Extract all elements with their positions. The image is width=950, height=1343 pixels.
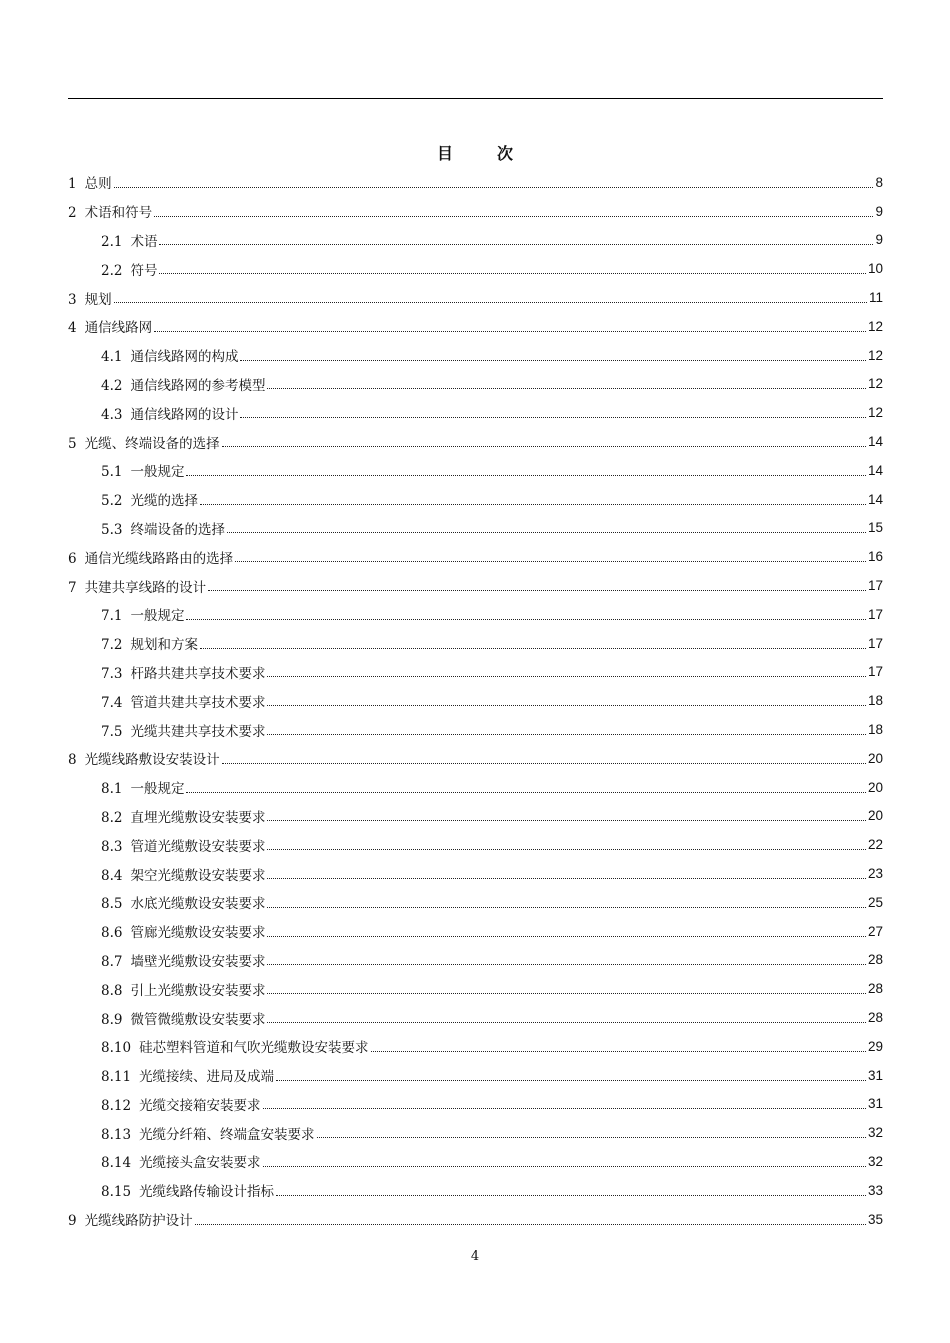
toc-entry-page: 12: [867, 376, 883, 392]
toc-entry-number: 5.1: [101, 464, 123, 481]
toc-leader-dots: [195, 1223, 866, 1225]
toc-entry-number: 7.3: [101, 665, 123, 682]
toc-entry[interactable]: [68, 226, 883, 255]
toc-entry-text: 光缆线路敷设安装设计: [84, 752, 220, 769]
toc-entry-page: 12: [867, 318, 883, 334]
toc-entry-label: [101, 835, 265, 855]
toc-entry[interactable]: [68, 370, 883, 399]
toc-entry-page: 14: [867, 462, 883, 478]
toc-leader-dots: [222, 445, 866, 447]
toc-entry-number: 2: [68, 205, 77, 222]
toc-entry-text: 光缆、终端设备的选择: [84, 435, 220, 452]
toc-entry-page: 20: [867, 808, 883, 824]
toc-entry-text: 总则: [84, 176, 112, 193]
toc-leader-dots: [267, 935, 865, 937]
toc-leader-dots: [240, 416, 865, 418]
toc-entry-text: 一般规定: [130, 781, 185, 798]
toc-entry-label: [101, 460, 184, 480]
toc-entry-label: [101, 518, 225, 538]
toc-entry-number: 7.4: [101, 694, 123, 711]
toc-entry-label: [101, 720, 265, 740]
toc-entry[interactable]: [68, 773, 883, 802]
toc-entry[interactable]: [68, 1061, 883, 1090]
toc-entry-page: 18: [867, 693, 883, 709]
toc-entry-page: 17: [867, 578, 883, 594]
toc-entry-page: 17: [867, 664, 883, 680]
toc-entry-label: [101, 1065, 274, 1085]
toc-leader-dots: [186, 791, 865, 793]
toc-entry[interactable]: [68, 1176, 883, 1205]
toc-entry-number: 8.4: [101, 867, 123, 884]
toc-entry-label: [101, 806, 265, 826]
toc-entry-label: [101, 489, 198, 509]
toc-leader-dots: [186, 474, 865, 476]
toc-entry-label: [68, 576, 206, 596]
toc-entry-text: 一般规定: [130, 608, 185, 625]
toc-entry-page: 10: [867, 261, 883, 277]
toc-entry-text: 光缆的选择: [130, 493, 198, 510]
toc-entry-page: 9: [875, 232, 883, 248]
toc-entry[interactable]: [68, 1090, 883, 1119]
toc-leader-dots: [276, 1079, 866, 1081]
toc-entry-page: 35: [867, 1211, 883, 1227]
toc-entry-number: 7.2: [101, 637, 123, 654]
toc-entry-number: 5.2: [101, 493, 123, 510]
toc-entry-number: 8.6: [101, 925, 123, 942]
toc-entry-page: 33: [867, 1182, 883, 1198]
toc-entry-number: 3: [68, 291, 77, 308]
toc-entry-text: 一般规定: [130, 464, 185, 481]
toc-leader-dots: [200, 647, 866, 649]
toc-entry-number: 8.1: [101, 781, 123, 798]
toc-leader-dots: [235, 560, 866, 562]
toc-entry-text: 符号: [130, 262, 158, 279]
toc-entry[interactable]: [68, 917, 883, 946]
toc-entry-number: 8.11: [101, 1069, 132, 1086]
toc-entry-label: [101, 1151, 261, 1171]
toc-entry-number: 8.2: [101, 809, 123, 826]
toc-entry-label: [101, 604, 184, 624]
toc-leader-dots: [263, 1107, 866, 1109]
toc-entry-page: 11: [868, 290, 883, 306]
toc-leader-dots: [186, 618, 865, 620]
toc-entry-text: 微管微缆敷设安装要求: [130, 1011, 266, 1028]
toc-entry-page: 17: [867, 635, 883, 651]
toc-leader-dots: [267, 963, 865, 965]
toc-leader-dots: [267, 848, 865, 850]
toc-leader-dots: [267, 819, 865, 821]
toc-entry-page: 23: [867, 866, 883, 882]
toc-entry-text: 术语: [130, 233, 158, 250]
toc-entry[interactable]: [68, 456, 883, 485]
toc-leader-dots: [154, 330, 866, 332]
toc-leader-dots: [267, 675, 865, 677]
toc-entry-text: 引上光缆敷设安装要求: [130, 982, 266, 999]
toc-entry-number: 8.3: [101, 838, 123, 855]
toc-entry-number: 8.5: [101, 896, 123, 913]
toc-entry-page: 12: [867, 347, 883, 363]
toc-entry-number: 4.3: [101, 406, 123, 423]
toc-leader-dots: [159, 272, 865, 274]
toc-leader-dots: [114, 186, 874, 188]
toc-entry[interactable]: [68, 629, 883, 658]
toc-entry-text: 终端设备的选择: [130, 521, 225, 538]
toc-entry[interactable]: [68, 1003, 883, 1032]
toc-leader-dots: [267, 992, 865, 994]
toc-entry-text: 通信线路网: [84, 320, 153, 337]
toc-entry-label: [101, 892, 265, 912]
toc-leader-dots: [267, 1021, 865, 1023]
toc-entry-text: 光缆交接箱安装要求: [139, 1097, 261, 1114]
toc-entry-page: 14: [867, 491, 883, 507]
toc-leader-dots: [267, 877, 865, 879]
toc-entry-page: 14: [867, 434, 883, 450]
toc-entry-page: 22: [867, 837, 883, 853]
toc-entry[interactable]: [68, 715, 883, 744]
toc-entry-number: 5: [68, 435, 77, 452]
toc-entry[interactable]: [68, 946, 883, 975]
toc-entry-text: 直埋光缆敷设安装要求: [130, 809, 266, 826]
toc-entry-label: [68, 288, 112, 308]
toc-leader-dots: [222, 762, 866, 764]
toc-entry-label: [101, 1036, 369, 1056]
toc-entry-number: 8.10: [101, 1040, 132, 1057]
toc-entry-page: 25: [867, 894, 883, 910]
toc-entry-label: [101, 979, 265, 999]
toc-entry-label: [68, 748, 220, 768]
toc-entry-number: 8: [68, 752, 77, 769]
toc-entry-page: 16: [867, 549, 883, 565]
toc-entry-number: 8.7: [101, 953, 123, 970]
toc-entry-page: 32: [867, 1125, 883, 1141]
toc-entry-label: [101, 633, 198, 653]
toc-entry-number: 8.13: [101, 1126, 132, 1143]
toc-entry[interactable]: [68, 658, 883, 687]
toc-entry[interactable]: [68, 830, 883, 859]
toc-entry-number: 4.2: [101, 377, 123, 394]
toc-entry-page: 29: [867, 1038, 883, 1054]
toc-entry-page: 27: [867, 923, 883, 939]
toc-entry-label: [101, 921, 265, 941]
toc-entry-text: 水底光缆敷设安装要求: [130, 896, 266, 913]
toc-entry-text: 通信线路网的设计: [130, 406, 239, 423]
toc-entry-page: 31: [867, 1096, 883, 1112]
toc-entry-page: 18: [867, 722, 883, 738]
toc-entry-text: 规划: [84, 291, 112, 308]
toc-entry[interactable]: [68, 514, 883, 543]
toc-entry-text: 规划和方案: [130, 637, 198, 654]
toc-entry-label: [101, 230, 157, 250]
toc-entry[interactable]: [68, 312, 883, 341]
toc-entry-label: [101, 691, 265, 711]
toc-entry-label: [68, 316, 152, 336]
toc-entry-page: 31: [867, 1067, 883, 1083]
toc-entry-text: 光缆接续、进局及成端: [139, 1069, 275, 1086]
toc-entry-text: 杆路共建共享技术要求: [130, 665, 266, 682]
toc-entry[interactable]: [68, 254, 883, 283]
toc-leader-dots: [371, 1050, 866, 1052]
toc-entry-text: 架空光缆敷设安装要求: [130, 867, 266, 884]
toc-entry-label: [68, 201, 152, 221]
toc-entry[interactable]: [68, 1032, 883, 1061]
toc-entry[interactable]: [68, 974, 883, 1003]
toc-leader-dots: [317, 1136, 866, 1138]
toc-leader-dots: [263, 1165, 866, 1167]
toc-entry-page: 20: [867, 779, 883, 795]
toc-entry-text: 光缆接头盒安装要求: [139, 1155, 261, 1172]
toc-entry-number: 9: [68, 1213, 77, 1230]
toc-entry-text: 光缆分纤箱、终端盒安装要求: [139, 1126, 315, 1143]
toc-entry[interactable]: [68, 571, 883, 600]
toc-leader-dots: [267, 733, 865, 735]
toc-entry-number: 8.12: [101, 1097, 132, 1114]
toc-entry-page: 28: [867, 952, 883, 968]
toc-entry-label: [68, 172, 112, 192]
toc-entry-page: 9: [875, 203, 883, 219]
toc-entry-label: [101, 374, 265, 394]
toc-entry-page: 8: [875, 174, 883, 190]
toc-leader-dots: [240, 359, 865, 361]
toc-entry[interactable]: [68, 398, 883, 427]
page-number: 4: [470, 1249, 480, 1264]
toc-leader-dots: [114, 301, 867, 303]
toc-entry-number: 8.9: [101, 1011, 123, 1028]
toc-entry-number: 6: [68, 550, 77, 567]
header-rule: [68, 98, 883, 99]
toc-entry-label: [68, 547, 233, 567]
toc-entry[interactable]: [68, 341, 883, 370]
toc-entry-page: 28: [867, 981, 883, 997]
toc-entry-number: 8.8: [101, 982, 123, 999]
toc-entry-page: 20: [867, 750, 883, 766]
toc-entry-number: 5.3: [101, 521, 123, 538]
toc-entry[interactable]: [68, 1205, 883, 1234]
toc-list: [68, 168, 883, 1233]
toc-entry[interactable]: [68, 283, 883, 312]
toc-leader-dots: [267, 906, 865, 908]
toc-entry-text: 管道光缆敷设安装要求: [130, 838, 266, 855]
toc-leader-dots: [159, 243, 873, 245]
toc-entry[interactable]: [68, 1147, 883, 1176]
toc-entry-label: [101, 259, 157, 279]
toc-entry-text: 管廊光缆敷设安装要求: [130, 925, 266, 942]
toc-entry-text: 管道共建共享技术要求: [130, 694, 266, 711]
toc-leader-dots: [267, 387, 865, 389]
toc-entry-text: 光缆线路传输设计指标: [139, 1184, 275, 1201]
toc-entry-label: [68, 1209, 193, 1229]
toc-entry[interactable]: [68, 686, 883, 715]
toc-entry-label: [101, 950, 265, 970]
toc-entry-text: 通信线路网的参考模型: [130, 377, 266, 394]
toc-leader-dots: [276, 1194, 866, 1196]
toc-entry-page: 15: [867, 520, 883, 536]
toc-entry-text: 墙壁光缆敷设安装要求: [130, 953, 266, 970]
toc-entry-text: 硅芯塑料管道和气吹光缆敷设安装要求: [139, 1040, 369, 1057]
toc-entry-label: [101, 662, 265, 682]
toc-entry[interactable]: [68, 427, 883, 456]
toc-entry-number: 8.15: [101, 1184, 132, 1201]
toc-entry-text: 光缆线路防护设计: [84, 1213, 193, 1230]
toc-entry-label: [101, 777, 184, 797]
toc-entry[interactable]: [68, 859, 883, 888]
toc-entry[interactable]: [68, 168, 883, 197]
toc-entry-label: [68, 432, 220, 452]
toc-entry[interactable]: [68, 197, 883, 226]
toc-entry[interactable]: [68, 1118, 883, 1147]
toc-entry[interactable]: [68, 600, 883, 629]
toc-entry-text: 通信光缆线路路由的选择: [84, 550, 234, 567]
toc-leader-dots: [227, 531, 866, 533]
toc-entry-number: 4: [68, 320, 77, 337]
toc-entry-label: [101, 864, 265, 884]
toc-entry-number: 8.14: [101, 1155, 132, 1172]
toc-entry-page: 28: [867, 1010, 883, 1025]
toc-entry-number: 7.1: [101, 608, 123, 625]
toc-entry[interactable]: [68, 744, 883, 773]
toc-entry-text: 术语和符号: [84, 205, 153, 222]
toc-entry-number: 1: [68, 176, 77, 193]
toc-title: 目 次: [436, 144, 527, 163]
toc-entry-label: [101, 1094, 261, 1114]
toc-entry-text: 共建共享线路的设计: [84, 579, 207, 596]
toc-entry-text: 光缆共建共享技术要求: [130, 723, 266, 740]
toc-entry[interactable]: [68, 542, 883, 571]
toc-entry-label: [101, 403, 238, 423]
toc-entry-number: 2.1: [101, 233, 123, 250]
toc-leader-dots: [154, 215, 873, 217]
toc-leader-dots: [200, 503, 866, 505]
toc-entry-number: 2.2: [101, 262, 123, 279]
toc-entry-label: [101, 1008, 265, 1028]
toc-entry-page: 32: [867, 1153, 883, 1169]
toc-entry-number: 7.5: [101, 723, 123, 740]
toc-entry-page: 17: [867, 606, 883, 622]
toc-entry-number: 7: [68, 579, 77, 596]
toc-entry-number: 4.1: [101, 349, 123, 366]
toc-entry-label: [101, 1180, 274, 1200]
toc-entry-page: 12: [867, 405, 883, 421]
toc-entry-label: [101, 345, 238, 365]
toc-entry[interactable]: [68, 485, 883, 514]
toc-entry-label: [101, 1123, 315, 1143]
toc-leader-dots: [208, 589, 866, 591]
toc-entry[interactable]: [68, 802, 883, 831]
toc-leader-dots: [267, 704, 865, 706]
toc-entry[interactable]: [68, 888, 883, 917]
toc-entry-text: 通信线路网的构成: [130, 349, 239, 366]
